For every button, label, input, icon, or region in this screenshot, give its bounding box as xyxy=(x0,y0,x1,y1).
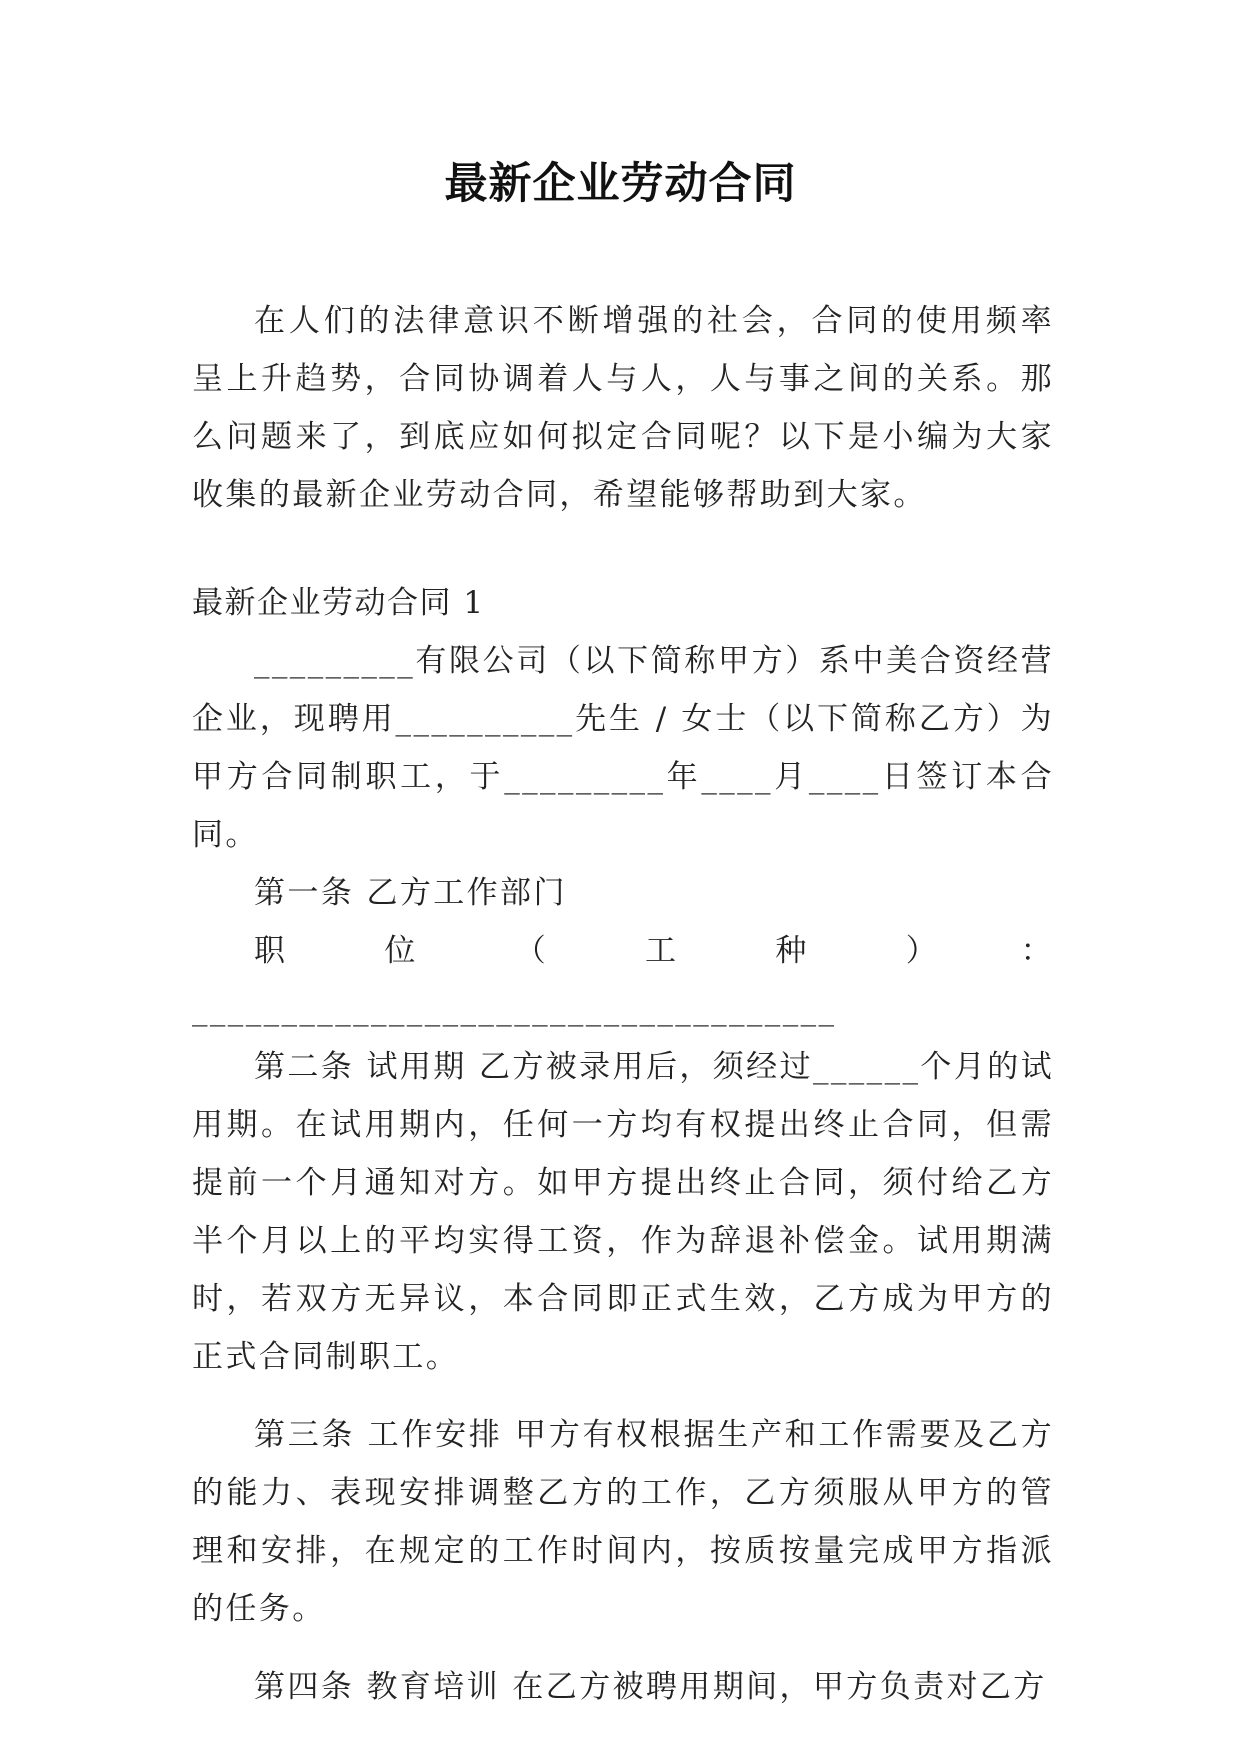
document-body xyxy=(192,292,1054,1716)
article-4: 第四条 教育培训 在乙方被聘用期间，甲方负责对乙方 xyxy=(254,1669,1047,1705)
section-heading: 最新企业劳动合同 1 xyxy=(192,585,485,621)
intro-paragraph: 在人们的法律意识不断增强的社会，合同的使用频率呈上升趋势，合同协调着人与人，人与事之间的关系。那么问题来了，到底应如何拟定合同呢？以下是小编为大家收集的最新企业劳动合同，希望能够帮助到大家。 xyxy=(192,303,1054,513)
article-3: 第三条 工作安排 甲方有权根据生产和工作需要及乙方的能力、表现安排调整乙方的工作，乙方须服从甲方的管理和安排，在规定的工作时间内，按质按量完成甲方指派的任务。 xyxy=(192,1417,1054,1627)
document-title: 最新企业劳动合同 xyxy=(444,159,797,209)
position-line: 职位（工种）：____________________________________ xyxy=(192,933,1054,1027)
article-2: 第二条 试用期 乙方被录用后，须经过______个月的试用期。在试用期内，任何一方均有权提出终止合同，但需提前一个月通知对方。如甲方提出终止合同，须付给乙方半个月以上的平均实得工资，作为辞退补偿金。试用期满时，若双方无异议，本合同即正式生效，乙方成为甲方的正式合同制职工。 xyxy=(192,1049,1054,1375)
parties-paragraph: _________有限公司（以下简称甲方）系中美合资经营企业，现聘用__________先生 / 女士（以下简称乙方）为甲方合同制职工，于_________年____月____日签订本合同。 xyxy=(192,643,1054,853)
article-1: 第一条 乙方工作部门 xyxy=(254,875,567,911)
